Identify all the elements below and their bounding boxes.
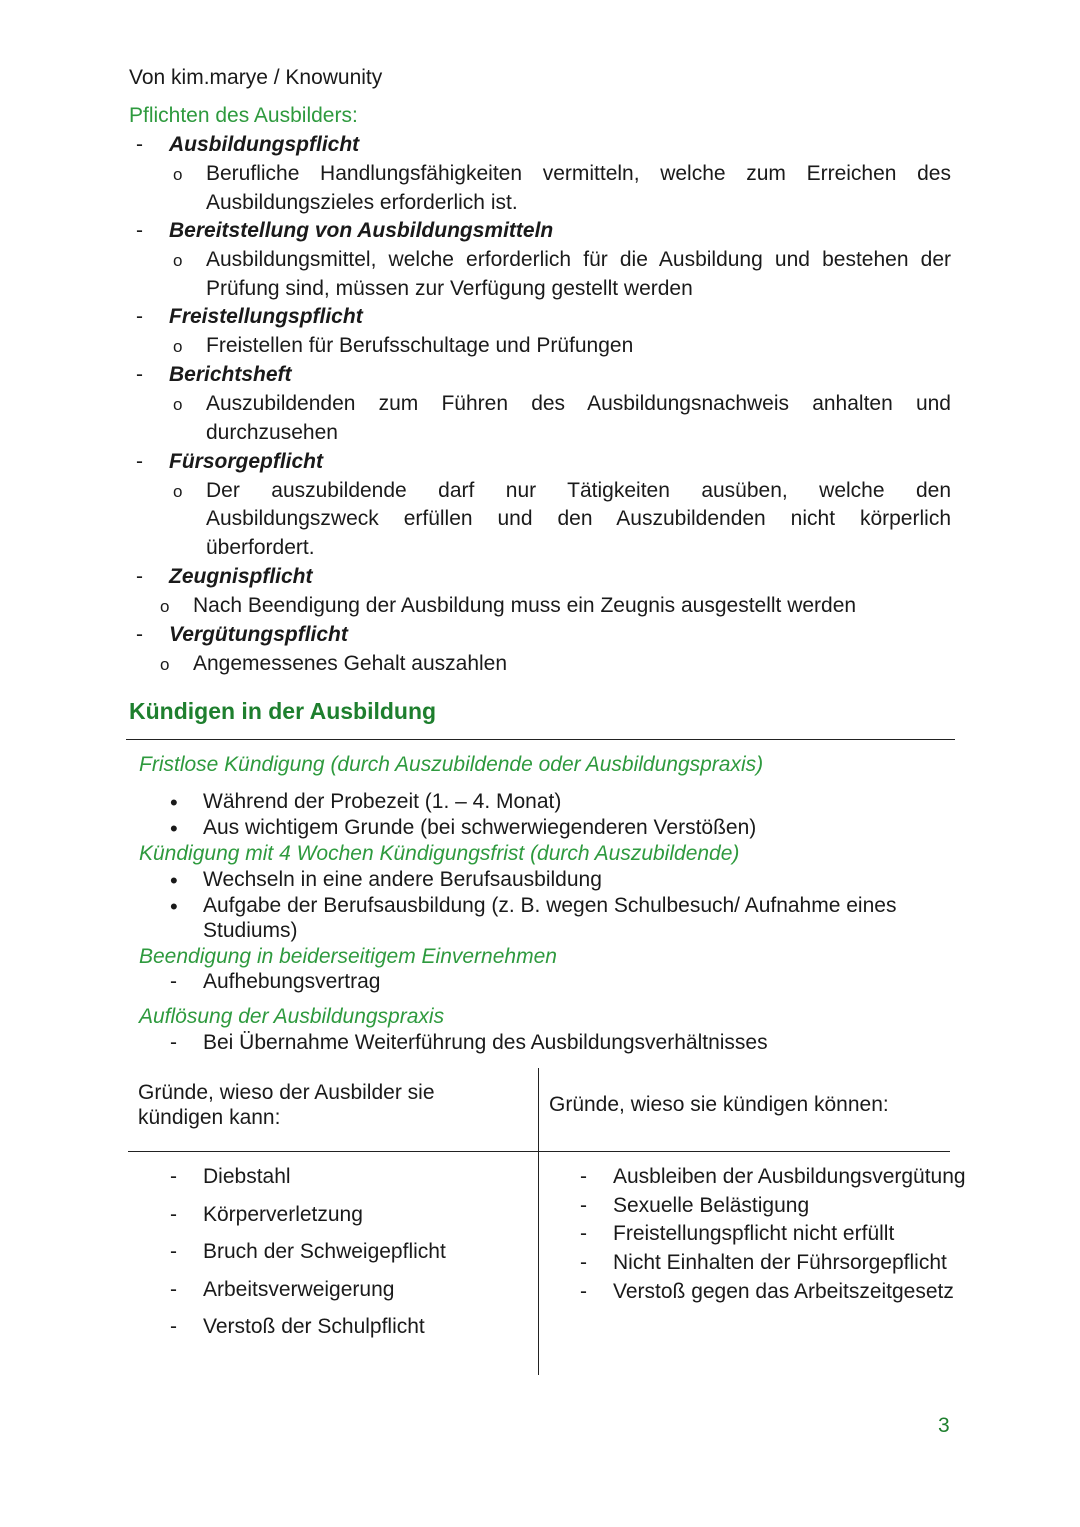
duty-text: Berufliche Handlungsfähigkeiten vermitteln, welche zum Erreichen des [206,162,951,185]
list-item: Verstoß der Schulpflicht [203,1315,425,1338]
dash-bullet: - [136,450,143,473]
table-header-left: kündigen kann: [138,1106,281,1129]
duty-text: Ausbildungszieles erforderlich ist. [206,191,518,214]
termination-heading: Auflösung der Ausbildungspraxis [139,1005,445,1028]
bullet-dot: • [170,790,178,815]
duty-heading: Vergütungspflicht [169,623,348,646]
duty-heading: Zeugnispflicht [169,565,313,588]
termination-item: Aufhebungsvertrag [203,970,381,993]
dash-bullet: - [170,1315,177,1338]
list-item: Nicht Einhalten der Führsorgepflicht [613,1251,947,1274]
dash-bullet: - [170,1203,177,1226]
termination-item: Studiums) [203,919,298,942]
duty-heading: Berichtsheft [169,363,292,386]
duty-heading: Fürsorgepflicht [169,450,324,473]
list-item: Sexuelle Belästigung [613,1194,810,1217]
circle-bullet: o [173,337,183,356]
termination-heading: Beendigung in beiderseitigem Einvernehmen [139,945,557,968]
bullet-dot: • [170,894,178,919]
termination-item: Während der Probezeit (1. – 4. Monat) [203,790,562,813]
list-item: Körperverletzung [203,1203,363,1226]
termination-item: Wechseln in eine andere Berufsausbildung [203,868,602,891]
duty-heading: Bereitstellung von Ausbildungsmitteln [169,219,554,242]
dash-bullet: - [580,1251,587,1274]
duty-text: Der auszubildende darf nur Tätigkeiten ausüben, welche den [206,479,951,502]
duty-text: Angemessenes Gehalt auszahlen [193,652,508,675]
bullet-dot: • [170,868,178,893]
dash-bullet: - [136,565,143,588]
author-line: Von kim.marye / Knowunity [129,66,383,89]
termination-heading: Fristlose Kündigung (durch Auszubildende oder Ausbildungspraxis) [139,753,764,776]
duty-text: Ausbildungsmittel, welche erforderlich für die Ausbildung und bestehen der [206,248,951,271]
list-item: Freistellungspflicht nicht erfüllt [613,1222,895,1245]
duty-text: Freistellen für Berufsschultage und Prüfungen [206,334,634,357]
duty-text: überfordert. [206,536,315,559]
list-item: Verstoß gegen das Arbeitszeitgesetz [613,1280,954,1303]
list-item: Ausbleiben der Ausbildungsvergütung [613,1165,966,1188]
termination-item: Bei Übernahme Weiterführung des Ausbildungsverhältnisses [203,1031,768,1054]
list-item: Bruch der Schweigepflicht [203,1240,446,1263]
section-divider [126,739,955,740]
termination-item: Aufgabe der Berufsausbildung (z. B. wegen Schulbesuch/ Aufnahme eines [203,894,897,917]
dash-bullet: - [170,1165,177,1188]
circle-bullet: o [160,597,170,616]
circle-bullet: o [173,165,183,184]
duty-text: durchzusehen [206,421,338,444]
circle-bullet: o [173,395,183,414]
duty-heading: Freistellungspflicht [169,305,363,328]
dash-bullet: - [170,1031,177,1054]
dash-bullet: - [170,970,177,993]
table-divider-vertical [538,1068,539,1375]
dash-bullet: - [580,1194,587,1217]
duties-title: Pflichten des Ausbilders: [129,104,358,127]
termination-item: Aus wichtigem Grunde (bei schwerwiegenderen Verstößen) [203,816,757,839]
termination-heading: Kündigung mit 4 Wochen Kündigungsfrist (durch Auszubildende) [139,842,740,865]
bullet-dot: • [170,816,178,841]
dash-bullet: - [580,1280,587,1303]
table-header-right: Gründe, wieso sie kündigen können: [549,1093,889,1116]
duty-text: Ausbildungszweck erfüllen und den Auszubildenden nicht körperlich [206,507,951,530]
dash-bullet: - [580,1222,587,1245]
list-item: Arbeitsverweigerung [203,1278,395,1301]
circle-bullet: o [173,251,183,270]
dash-bullet: - [136,219,143,242]
page-number: 3 [938,1414,950,1437]
circle-bullet: o [160,655,170,674]
table-divider-horizontal [128,1151,950,1152]
dash-bullet: - [136,305,143,328]
dash-bullet: - [170,1278,177,1301]
dash-bullet: - [136,133,143,156]
circle-bullet: o [173,482,183,501]
dash-bullet: - [580,1165,587,1188]
duty-text: Prüfung sind, müssen zur Verfügung gestellt werden [206,277,693,300]
duty-heading: Ausbildungspflicht [169,133,360,156]
table-header-left: Gründe, wieso der Ausbilder sie [138,1081,435,1104]
dash-bullet: - [136,363,143,386]
termination-title: Kündigen in der Ausbildung [129,698,437,724]
list-item: Diebstahl [203,1165,291,1188]
duty-text: Auszubildenden zum Führen des Ausbildungsnachweis anhalten und [206,392,951,415]
duty-text: Nach Beendigung der Ausbildung muss ein Zeugnis ausgestellt werden [193,594,857,617]
dash-bullet: - [170,1240,177,1263]
dash-bullet: - [136,623,143,646]
